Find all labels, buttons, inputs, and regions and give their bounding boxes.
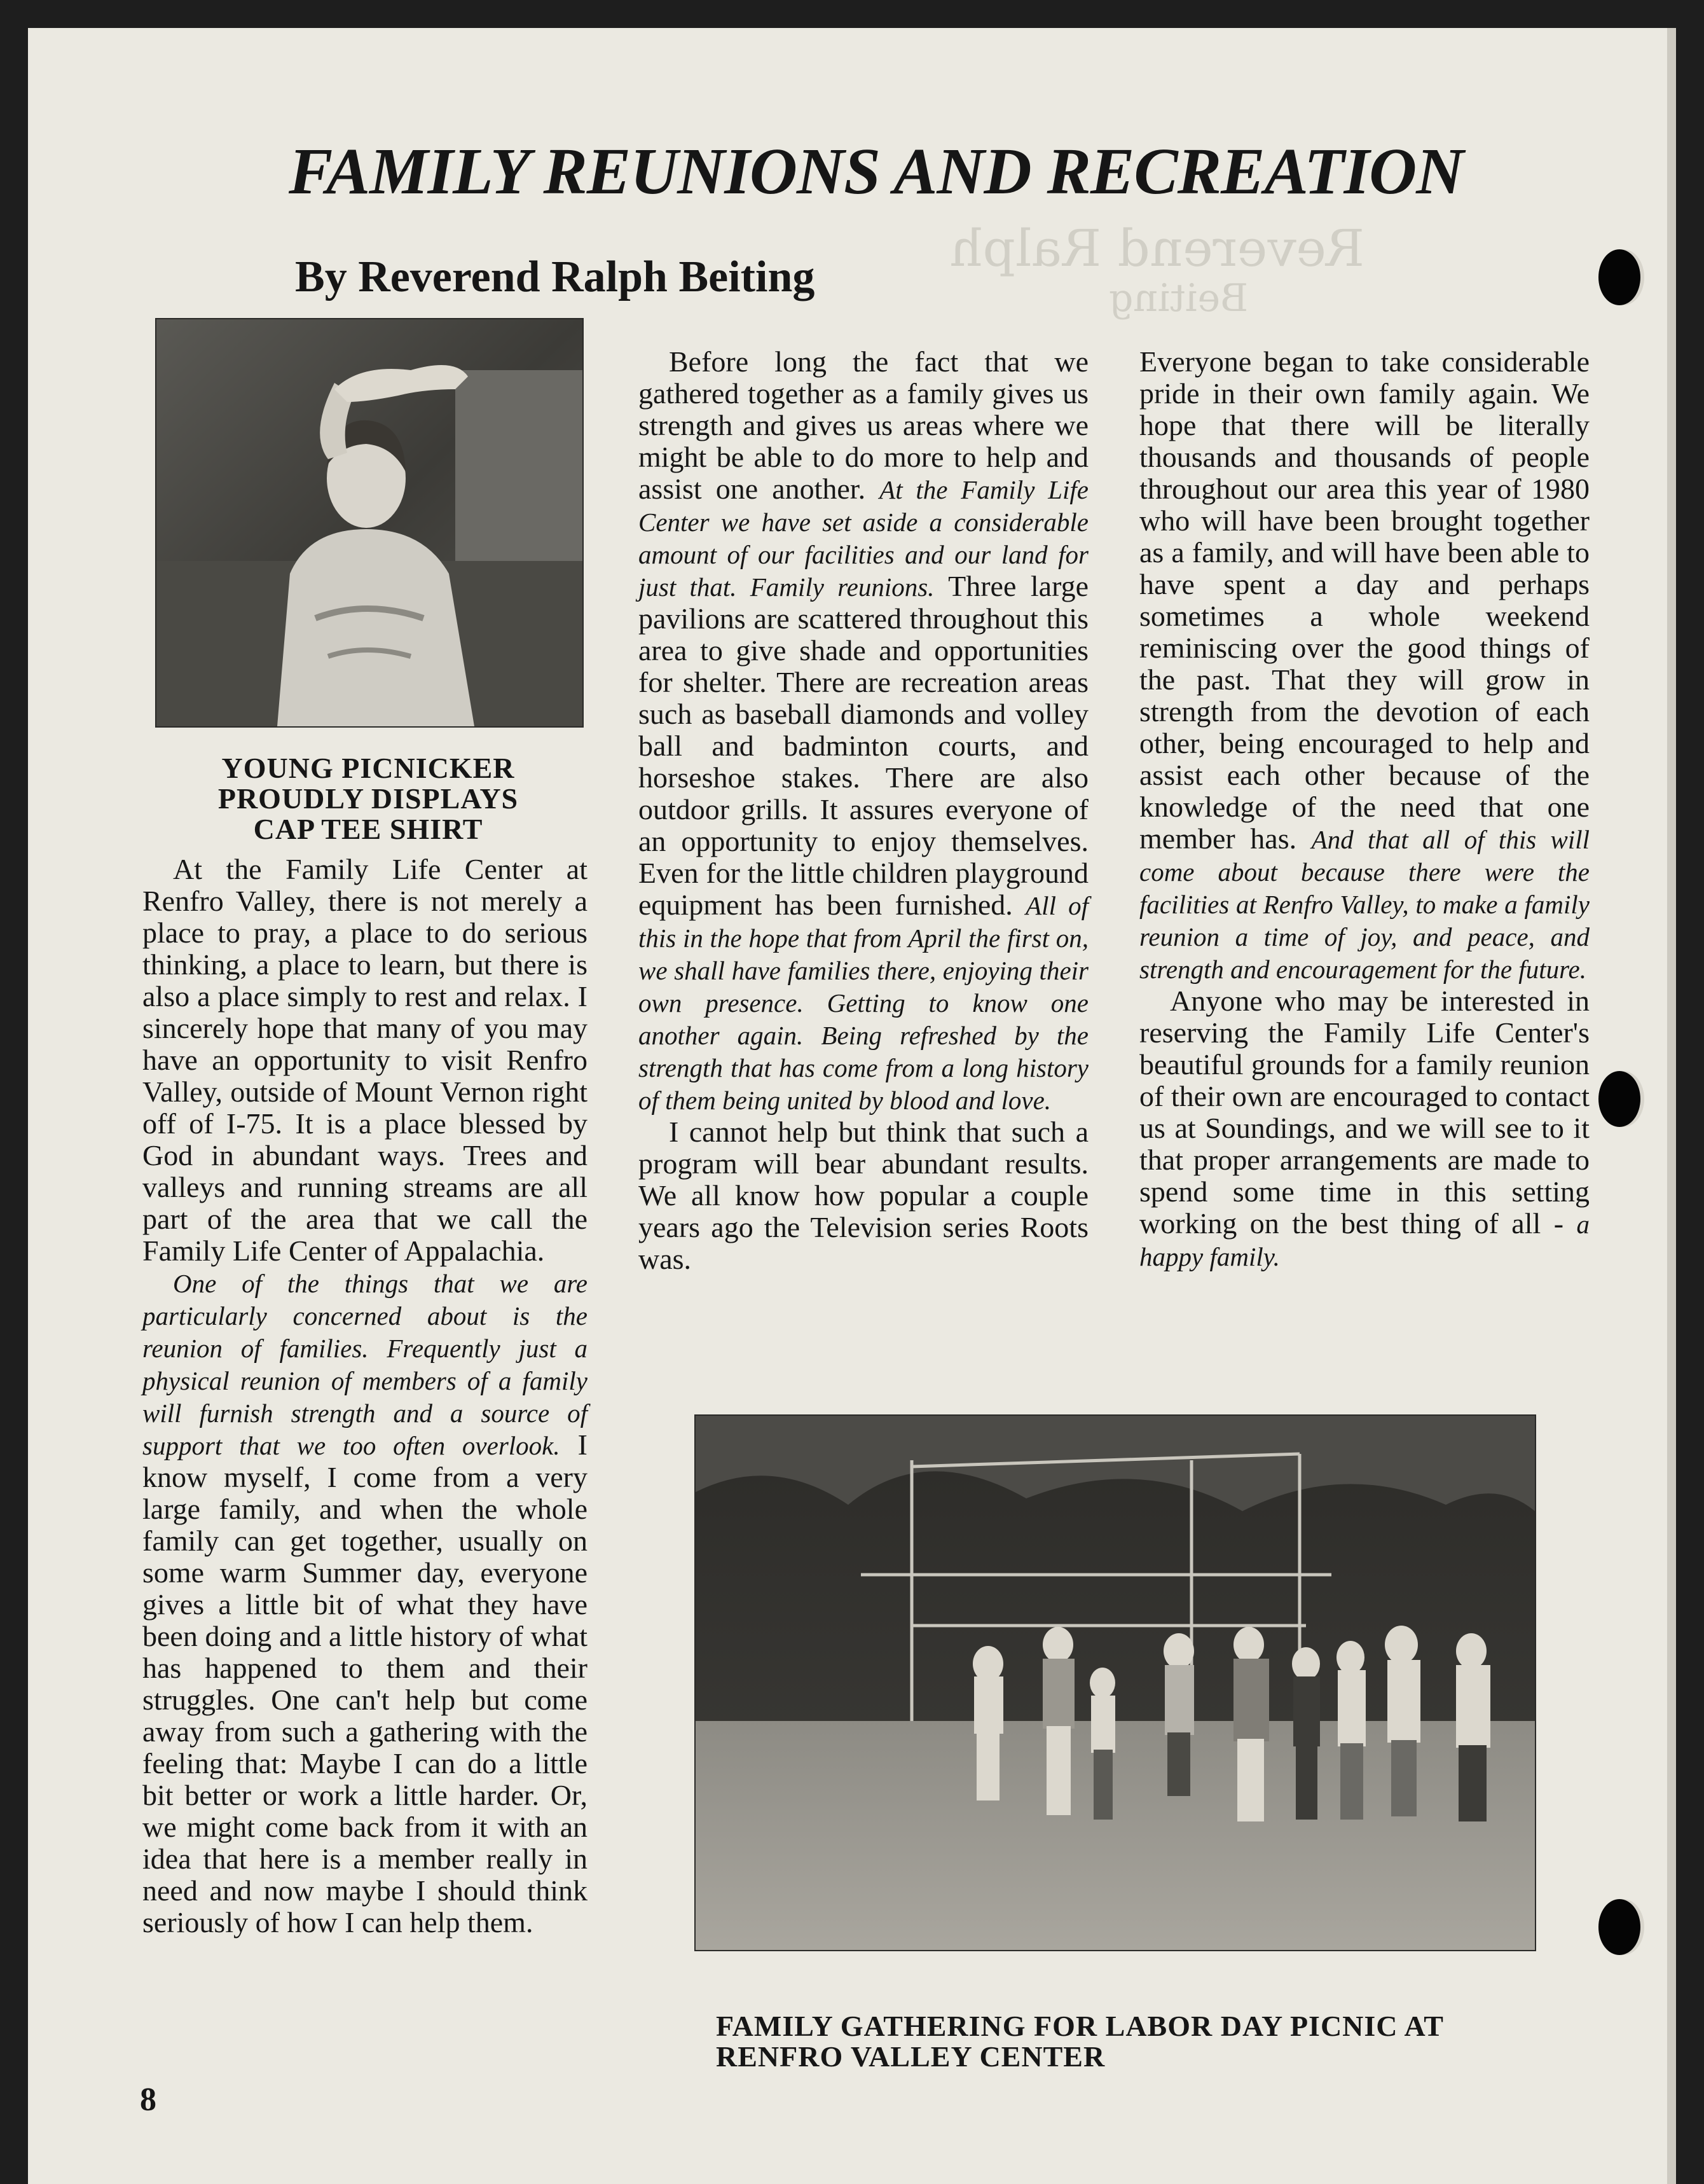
page-edge [1667,28,1676,2184]
binder-hole-bottom [1598,1899,1640,1955]
paragraph: At the Family Life Center at Renfro Valley, there is not merely a place to pray, a place to do serious thinking, a place to learn, but there is also a place simply to rest and relax. I sincerely hope that many of you may have an opportunity to visit Renfro Valley, outside of Mount Vernon right off of I-75. It is a place blessed by God in abundant ways. Trees and valleys and running streams are all part of the area that we call the Family Life Center of Appalachia. [142,853,587,1267]
photo-caption-family-gathering: FAMILY GATHERING FOR LABOR DAY PICNIC AT RENFRO VALLEY CENTER [716,2010,1444,2073]
paragraph: Everyone began to take considerable pride in their own family again. We hope that there will be literally thousands and thousands of people throughout our area this year of 1980 who will have been brought together as a family, and will have been able to have spent a day and perhaps sometimes a whole weekend reminiscing over the good things of the past. That they will grow in strength from the devotion of each other, being encouraged to help and assist each other because of the knowledge of the need that one member has. And that all of this will come about because there were the facilities at Renfro Valley, to make a family reunion a time of joy, and peace, and strength and encouragement for the future. [1139,345,1590,984]
binder-hole-middle [1598,1071,1640,1127]
article-byline: By Reverend Ralph Beiting [295,252,815,301]
bleed-through-text: Reverend Ralph [950,219,1364,278]
paragraph: I cannot help but think that such a program will bear abundant results. We all know how popular a couple years ago the Television series Roots was. [638,1116,1089,1275]
photo-family-gathering [694,1414,1536,1951]
page-number: 8 [140,2082,156,2118]
bleed-through-text: Beiting [1109,276,1249,321]
photo-caption-young-picnicker: YOUNG PICNICKER PROUDLY DISPLAYS CAP TEE SHIRT [217,752,519,845]
article-column-right [1139,346,1590,1273]
article-column-left [142,854,587,1939]
article-title: FAMILY REUNIONS AND RECREATION [289,135,1464,208]
binder-hole-top [1598,249,1640,305]
magazine-page [28,28,1676,2184]
photo-young-picnicker [155,318,584,728]
paragraph: One of the things that we are particularly concerned about is the reunion of families. Frequently just a physical reunion of members of a family will furnish strength and a source of support that we too often overlook. I know myself, I come from a very large family, and when the whole family can get together, usually on some warm Summer day, everyone gives a little bit of what they have been doing and a little history of what has happened to them and their struggles. One can't help but come away from such a gathering with the feeling that: Maybe I can do a little bit better or work a little harder. Or, we might come back from it with an idea that here is a member really in need and now maybe I should think seriously of how I can help them. [142,1269,587,1939]
article-column-middle [638,346,1089,1275]
paragraph: Before long the fact that we gathered together as a family gives us strength and gives us areas where we might be able to do more to help and assist one another. At the Family Life Center we have set aside a considerable amount of our facilities and our land for just that. Family reunions. Three large pavilions are scattered throughout this area to give shade and opportunities for shelter. There are recreation areas such as baseball diamonds and volley ball and badminton courts, and horseshoe stakes. There are also outdoor grills. It assures everyone of an opportunity to enjoy themselves. Even for the little children playground equipment has been furnished. All of this in the hope that from April the first on, we shall have families there, enjoying their own presence. Getting to know one another again. Being refreshed by the strength that has come from a long history of them being united by blood and love. [638,345,1089,1115]
paragraph: Anyone who may be interested in reserving the Family Life Center's beautiful grounds for a family reunion of their own are encouraged to contact us at Soundings, and we will see to it that proper arrangements are made to spend some time in this setting working on the best thing of all - a happy family. [1139,985,1590,1271]
